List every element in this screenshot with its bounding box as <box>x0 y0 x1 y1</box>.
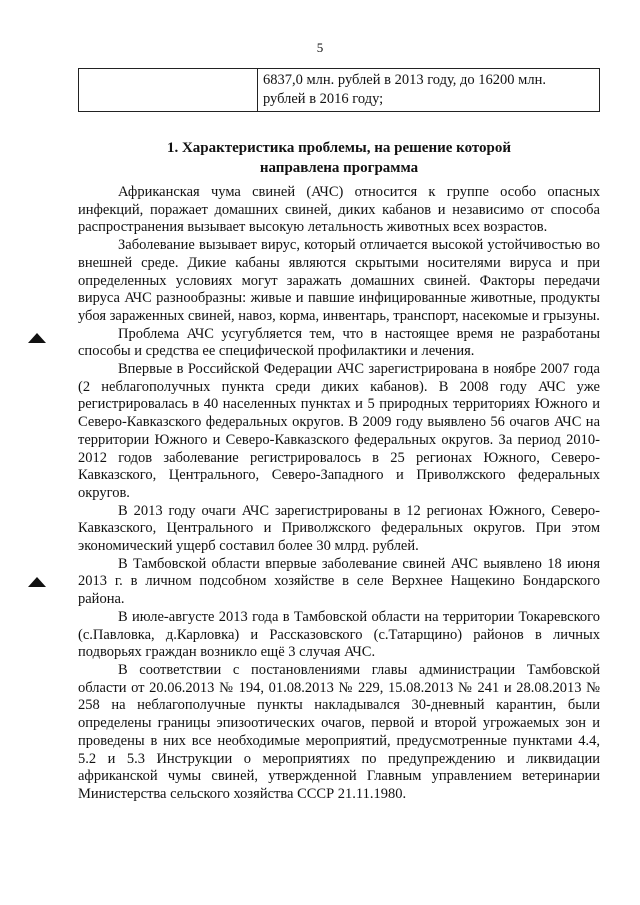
table-cell-left <box>79 69 258 112</box>
table-row <box>79 69 600 112</box>
page-number: 5 <box>316 40 324 55</box>
body-text <box>78 184 600 804</box>
section-heading <box>78 138 600 178</box>
section-heading-line: 1. Характеристика проблемы, на решение которой <box>166 140 512 156</box>
paragraph: Проблема АЧС усугубляется тем, что в настоящее время не разработаны способы и средства ее специфической профилактики и лечения. <box>78 325 600 360</box>
paragraph: Заболевание вызывает вирус, который отличается высокой устойчивостью во внешней среде. Дикие кабаны являются скрытыми носителями вируса и при определенных условиях могут заражать домашних свиней. Факторы передачи вируса АЧС разнообразны: живые и павшие инфицированные животные, продукты убоя зараженных свиней, навоз, корма, инвентарь, транспорт, насекомые и грызуны. <box>78 237 600 324</box>
table-cell-line: 6837,0 млн. рублей в 2013 году, до 16200 млн. <box>263 72 546 88</box>
paragraph: Африканская чума свиней (АЧС) относится к группе особо опасных инфекций, поражает домашних свиней, диких кабанов и независимо от способа распространения вызывает высокую летальность животных всех возрастов. <box>78 184 600 236</box>
continuation-table <box>78 68 600 112</box>
paragraph: Впервые в Российской Федерации АЧС зарегистрирована в ноябре 2007 года (2 неблагополучных пункта среди диких кабанов). В 2008 году АЧС уже регистрировалась в 40 населенных пунктах и 5 природных территориях Южного и Северо-Кавказского федеральных округов. В 2009 году выявлено 56 очагов АЧС на территории Южного и Северо-Кавказского федеральных округов. За период 2010-2012 годов заболевание регистрировалось в 25 регионах Южного, Северо-Кавказского, Центрального, Северо-Западного и Приволжского федеральных округов. <box>78 361 600 501</box>
table-cell-right <box>258 69 600 112</box>
table-cell-line: рублей в 2016 году; <box>263 91 384 107</box>
paragraph: В соответствии с постановлениями главы администрации Тамбовской области от 20.06.2013 № 194, 01.08.2013 № 229, 15.08.2013 № 241 и 28.08.2013 № 258 на неблагополучные пункты накладывался 30-дневный карантин, были определены границы эпизоотических очагов, первой и второй угрожаемых зон и проведены в них все необходимые мероприятий, предусмотренные пунктами 4.4, 5.2 и 5.3 Инструкции о мероприятиях по предупреждению и ликвидации африканской чумы свиней, утвержденной Главным управлением ветеринарии Министерства сельского хозяйства СССР 21.11.1980. <box>78 661 600 802</box>
paragraph: В Тамбовской области впервые заболевание свиней АЧС выявлено 18 июня 2013 г. в личном подсобном хозяйстве в селе Верхнее Нащекино Бондарского района. <box>78 555 600 608</box>
paragraph: В июле-августе 2013 года в Тамбовской области на территории Токаревского (с.Павловка, д.Карловка) и Рассказовского (с.Татарщино) районов в личных подворьях граждан возникло ещё 3 случая АЧС. <box>78 608 600 661</box>
section-heading-line: направлена программа <box>259 160 419 176</box>
paragraph: В 2013 году очаги АЧС зарегистрированы в 12 регионах Южного, Северо-Кавказского, Центрального и Приволжского федеральных округов. При этом экономический ущерб составил более 30 млрд. рублей. <box>78 502 600 555</box>
scan-hole-mark-icon <box>28 333 46 343</box>
scan-hole-mark-icon <box>28 577 46 587</box>
